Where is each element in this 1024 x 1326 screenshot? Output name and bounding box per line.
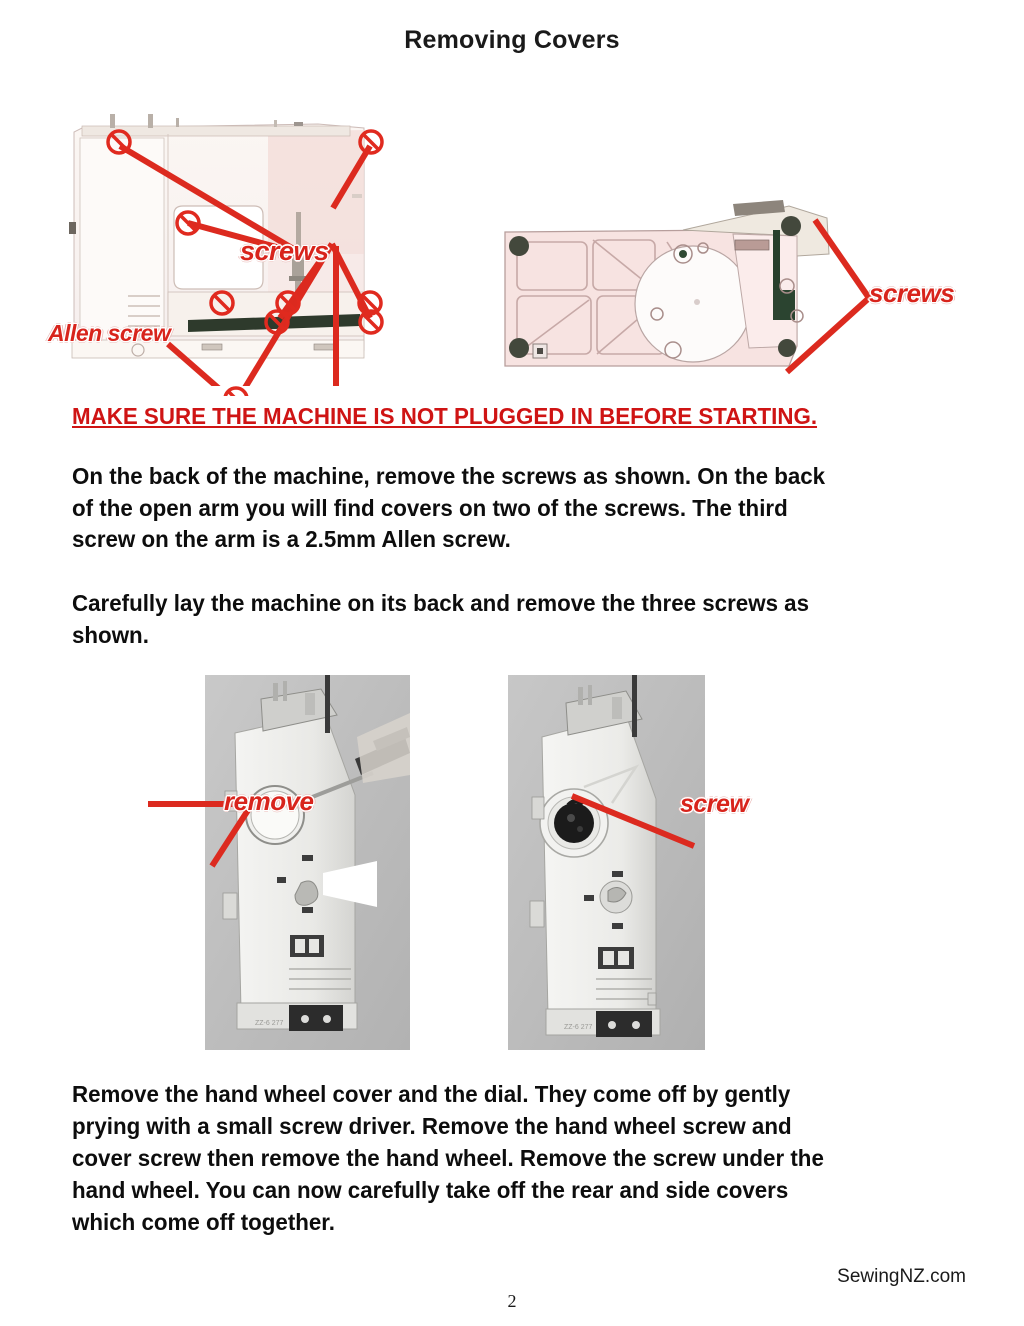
label-remove: remove bbox=[224, 786, 314, 816]
label-screws-top-right: screws bbox=[869, 278, 955, 308]
paragraph-one: On the back of the machine, remove the screws as shown. On the back of the open arm you will find covers on two of the screws. The third screw on the arm is a 2.5mm Allen screw. bbox=[72, 463, 826, 552]
figure-machine-base-image bbox=[497, 196, 864, 371]
figure-remove-cover-image bbox=[205, 675, 410, 1050]
figure-hand-wheel-screw bbox=[508, 675, 705, 1050]
screw-marker bbox=[225, 388, 247, 396]
warning-text: MAKE SURE THE MACHINE IS NOT PLUGGED IN BEFORE STARTING. bbox=[72, 403, 818, 429]
paragraph-three: Remove the hand wheel cover and the dial. They come off by gently prying with a small screw driver. Remove the hand wheel screw and cover screw then remove the hand wheel. Remove the screw under the hand wheel. You can now carefully take off the rear and side covers which come off together. bbox=[72, 1081, 824, 1235]
svg-text:ZZ-6 277: ZZ-6 277 bbox=[564, 1024, 593, 1031]
page-title: Removing Covers bbox=[404, 26, 620, 54]
label-allen-screw: Allen screw bbox=[48, 320, 171, 346]
paragraph-two: Carefully lay the machine on its back and remove the three screws as shown. bbox=[72, 590, 810, 648]
figure-remove-cover bbox=[205, 675, 410, 1050]
figure-hand-wheel-screw-image bbox=[508, 675, 705, 1050]
figure-machine-back-image bbox=[68, 104, 370, 372]
site-credit: SewingNZ.com bbox=[837, 1266, 966, 1287]
page-number: 2 bbox=[507, 1291, 517, 1311]
svg-text:ZZ-6 277: ZZ-6 277 bbox=[255, 1020, 284, 1027]
figure-machine-base bbox=[497, 196, 864, 371]
figure-machine-back bbox=[68, 104, 370, 372]
label-screw: screw bbox=[680, 790, 749, 818]
label-screws-top-left: screws bbox=[240, 236, 329, 266]
